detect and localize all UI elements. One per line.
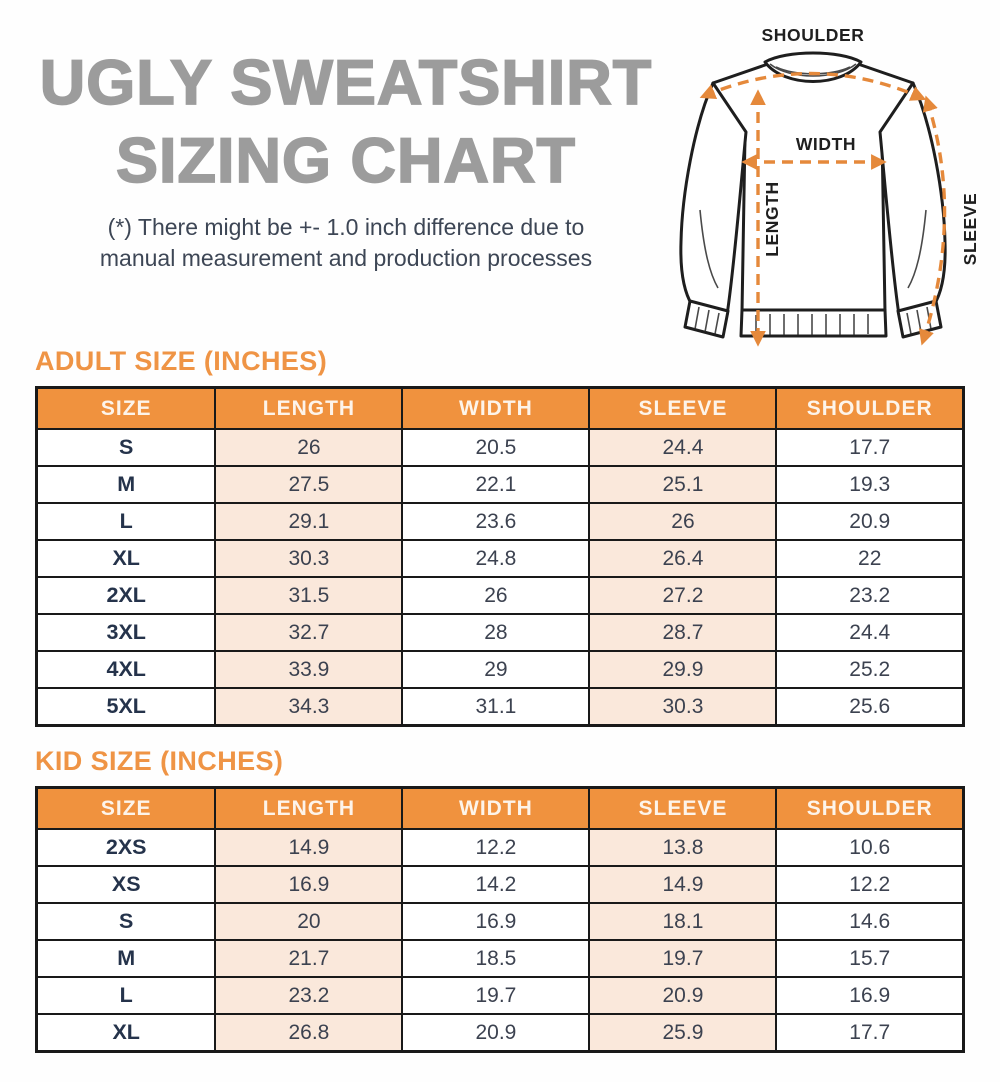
- table-cell: 25.1: [589, 466, 776, 503]
- table-cell: 26.8: [215, 1014, 402, 1052]
- table-cell: 14.9: [589, 866, 776, 903]
- table-row: [37, 866, 964, 903]
- table-cell: 14.9: [215, 829, 402, 866]
- table-cell: 23.2: [215, 977, 402, 1014]
- table-cell: 24.4: [589, 429, 776, 466]
- table-row: [37, 688, 964, 726]
- column-header-shoulder: SHOULDER: [776, 388, 963, 430]
- column-header-size: SIZE: [37, 788, 216, 830]
- kid-header-row: [37, 788, 964, 830]
- table-cell: 29: [402, 651, 589, 688]
- header: [0, 0, 1000, 346]
- row-size-label: M: [37, 940, 216, 977]
- table-cell: 16.9: [402, 903, 589, 940]
- table-cell: 26: [215, 429, 402, 466]
- table-cell: 27.2: [589, 577, 776, 614]
- table-cell: 32.7: [215, 614, 402, 651]
- table-cell: 13.8: [589, 829, 776, 866]
- table-cell: 29.9: [589, 651, 776, 688]
- row-size-label: XL: [37, 540, 216, 577]
- table-cell: 17.7: [776, 429, 963, 466]
- page-title-line-2: SIZING CHART: [116, 126, 576, 197]
- column-header-shoulder: SHOULDER: [776, 788, 963, 830]
- row-size-label: 2XS: [37, 829, 216, 866]
- table-cell: 25.9: [589, 1014, 776, 1052]
- table-cell: 26: [589, 503, 776, 540]
- table-cell: 16.9: [776, 977, 963, 1014]
- table-cell: 19.7: [402, 977, 589, 1014]
- table-cell: 15.7: [776, 940, 963, 977]
- table-row: [37, 829, 964, 866]
- table-cell: 17.7: [776, 1014, 963, 1052]
- table-cell: 28.7: [589, 614, 776, 651]
- row-size-label: S: [37, 903, 216, 940]
- row-size-label: S: [37, 429, 216, 466]
- table-cell: 28: [402, 614, 589, 651]
- table-cell: 19.7: [589, 940, 776, 977]
- table-row: [37, 466, 964, 503]
- table-cell: 20.9: [589, 977, 776, 1014]
- kid-size-section: [35, 746, 965, 1053]
- table-cell: 20.9: [776, 503, 963, 540]
- table-cell: 12.2: [402, 829, 589, 866]
- table-cell: 27.5: [215, 466, 402, 503]
- table-cell: 22.1: [402, 466, 589, 503]
- title-block: [0, 44, 692, 273]
- disclaimer-line-1: (*) There might be +- 1.0 inch difference due to: [107, 214, 585, 241]
- table-cell: 25.6: [776, 688, 963, 726]
- table-row: [37, 903, 964, 940]
- column-header-width: WIDTH: [402, 788, 589, 830]
- table-cell: 14.2: [402, 866, 589, 903]
- table-row: [37, 577, 964, 614]
- shoulder-diagram-label: SHOULDER: [761, 25, 865, 45]
- column-header-sleeve: SLEEVE: [589, 388, 776, 430]
- adult-section-heading: ADULT SIZE (INCHES): [35, 346, 328, 376]
- table-cell: 20: [215, 903, 402, 940]
- table-cell: 33.9: [215, 651, 402, 688]
- row-size-label: 2XL: [37, 577, 216, 614]
- column-header-length: LENGTH: [215, 788, 402, 830]
- table-cell: 23.2: [776, 577, 963, 614]
- table-row: [37, 614, 964, 651]
- column-header-size: SIZE: [37, 388, 216, 430]
- page-title-line-1: UGLY SWEATSHIRT: [39, 48, 653, 118]
- table-cell: 18.5: [402, 940, 589, 977]
- width-diagram-label: WIDTH: [795, 134, 857, 154]
- table-cell: 20.5: [402, 429, 589, 466]
- table-cell: 16.9: [215, 866, 402, 903]
- column-header-width: WIDTH: [402, 388, 589, 430]
- table-cell: 34.3: [215, 688, 402, 726]
- sweatshirt-measurement-diagram: [666, 14, 1000, 348]
- row-size-label: L: [37, 977, 216, 1014]
- row-size-label: M: [37, 466, 216, 503]
- row-size-label: XL: [37, 1014, 216, 1052]
- table-cell: 14.6: [776, 903, 963, 940]
- adult-size-section: [35, 346, 965, 727]
- table-row: [37, 1014, 964, 1052]
- adult-size-table: [35, 386, 965, 727]
- length-diagram-label: LENGTH: [762, 181, 782, 257]
- table-row: [37, 977, 964, 1014]
- column-header-sleeve: SLEEVE: [589, 788, 776, 830]
- sweatshirt-diagram-svg: [666, 14, 1000, 348]
- table-cell: 24.8: [402, 540, 589, 577]
- row-size-label: 3XL: [37, 614, 216, 651]
- table-cell: 20.9: [402, 1014, 589, 1052]
- sleeve-diagram-label: SLEEVE: [960, 192, 980, 266]
- table-cell: 22: [776, 540, 963, 577]
- row-size-label: 5XL: [37, 688, 216, 726]
- table-cell: 21.7: [215, 940, 402, 977]
- row-size-label: L: [37, 503, 216, 540]
- table-cell: 23.6: [402, 503, 589, 540]
- sweatshirt-outline-icon: [681, 53, 945, 337]
- table-cell: 19.3: [776, 466, 963, 503]
- disclaimer-line-2: manual measurement and production processes: [99, 244, 593, 271]
- table-row: [37, 429, 964, 466]
- table-row: [37, 503, 964, 540]
- table-cell: 31.5: [215, 577, 402, 614]
- table-cell: 30.3: [215, 540, 402, 577]
- table-cell: 31.1: [402, 688, 589, 726]
- table-cell: 29.1: [215, 503, 402, 540]
- disclaimer: [0, 212, 692, 273]
- table-row: [37, 940, 964, 977]
- row-size-label: 4XL: [37, 651, 216, 688]
- table-cell: 24.4: [776, 614, 963, 651]
- table-cell: 18.1: [589, 903, 776, 940]
- table-cell: 26: [402, 577, 589, 614]
- column-header-length: LENGTH: [215, 388, 402, 430]
- kid-section-heading: KID SIZE (INCHES): [35, 746, 284, 776]
- table-cell: 10.6: [776, 829, 963, 866]
- table-row: [37, 540, 964, 577]
- kid-size-table: [35, 786, 965, 1053]
- table-cell: 26.4: [589, 540, 776, 577]
- table-cell: 30.3: [589, 688, 776, 726]
- table-row: [37, 651, 964, 688]
- adult-header-row: [37, 388, 964, 430]
- table-cell: 25.2: [776, 651, 963, 688]
- row-size-label: XS: [37, 866, 216, 903]
- table-cell: 12.2: [776, 866, 963, 903]
